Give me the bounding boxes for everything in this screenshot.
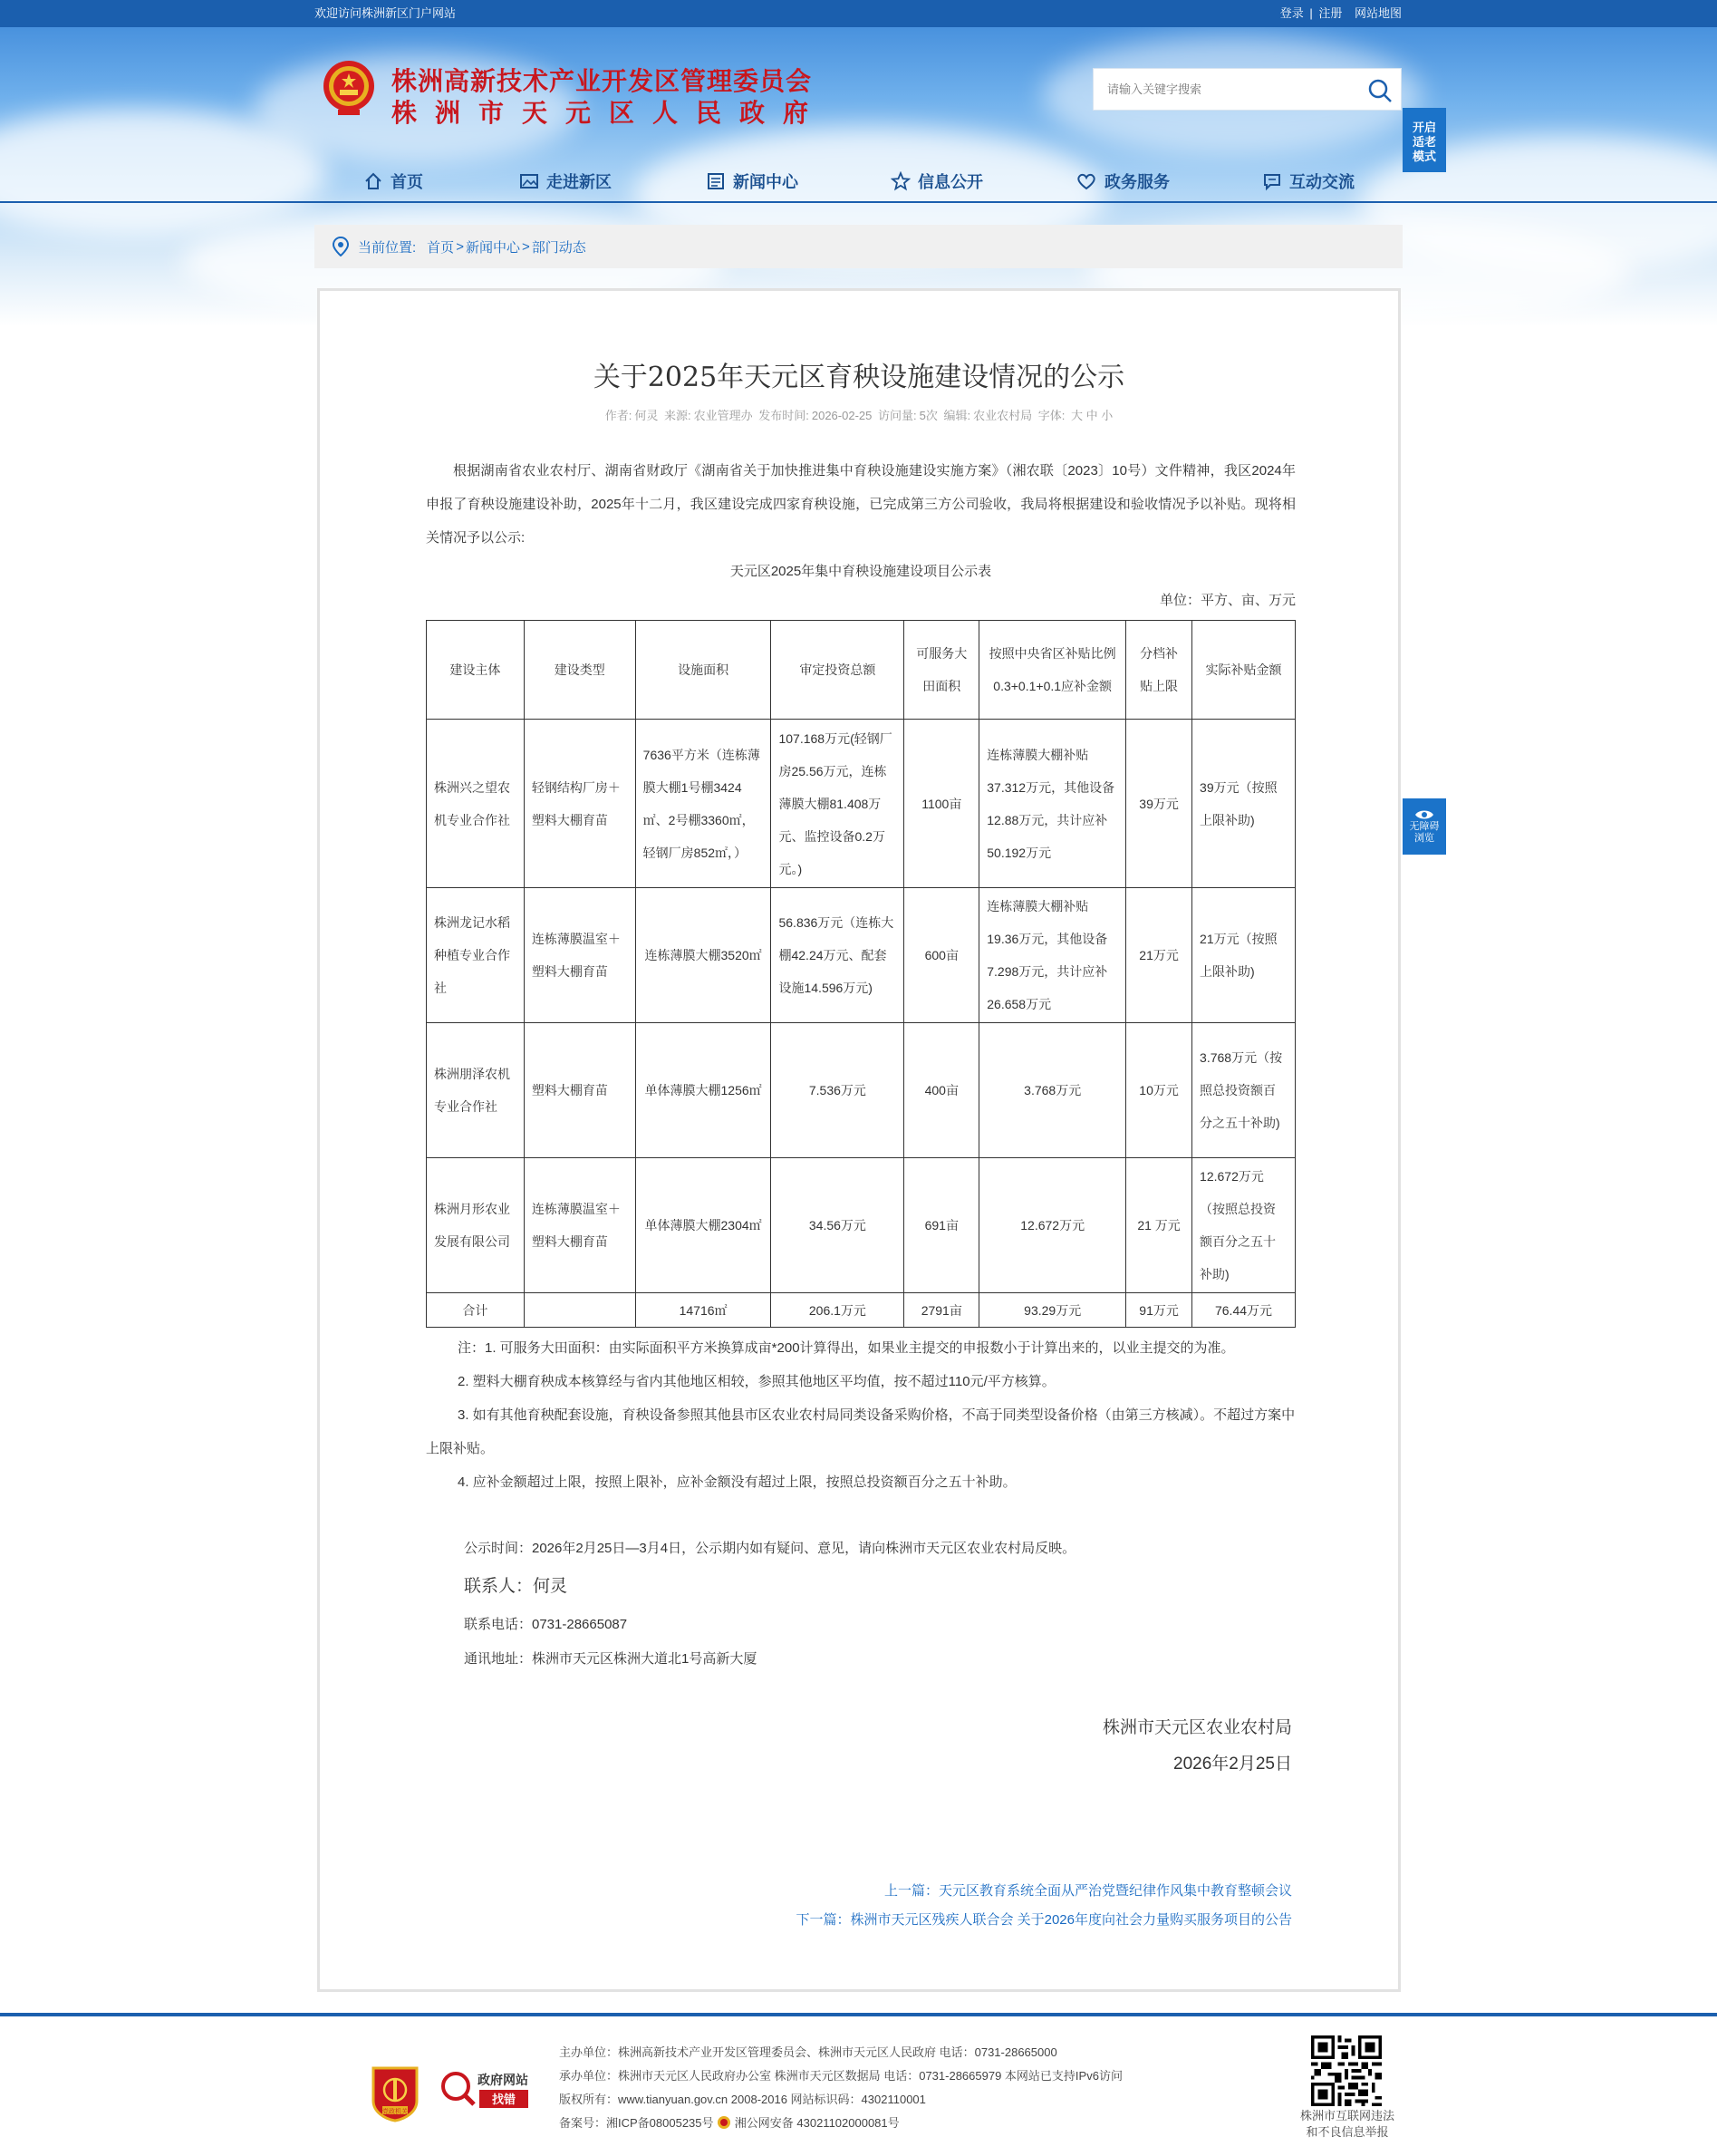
table-cell: 连栋薄膜大棚补贴37.312万元，其他设备12.88万元，共计应补50.192万元 <box>979 720 1126 888</box>
breadcrumb-sep: > <box>456 238 464 255</box>
table-cell <box>524 1293 635 1328</box>
contact-phone: 联系电话：0731-28665087 <box>464 1617 628 1632</box>
org-title-line1: 株洲高新技术产业开发区管理委员会 <box>391 66 813 96</box>
search-input[interactable] <box>1094 69 1356 110</box>
nav-label: 新闻中心 <box>733 173 798 191</box>
table-cell: 轻钢结构厂房＋塑料大棚育苗 <box>524 720 635 888</box>
article-meta <box>320 406 1398 423</box>
error-report-badge-text: 找错 <box>491 2093 516 2107</box>
home-icon <box>363 171 383 191</box>
breadcrumb-dept[interactable]: 部门动态 <box>531 239 586 256</box>
table-cell: 单体薄膜大棚2304㎡ <box>635 1158 771 1293</box>
table-header-cell: 设施面积 <box>635 621 771 720</box>
chat-icon <box>1262 171 1282 191</box>
table-header-cell: 实际补贴金额 <box>1192 621 1296 720</box>
party-gov-badge-text: 党政机关 <box>382 2108 408 2115</box>
table-unit: 单位：平方、亩、万元 <box>1159 593 1296 608</box>
table-cell: 21万元（按照上限补助) <box>1192 888 1296 1023</box>
table-cell: 14716㎡ <box>635 1293 771 1328</box>
barrier-free-text-2: 浏览 <box>1414 833 1434 844</box>
table-cell: 56.836万元（连栋大棚42.24万元、配套设施14.596万元) <box>771 888 904 1023</box>
search-box <box>1093 68 1402 111</box>
table-cell: 21万元 <box>1126 888 1192 1023</box>
article-title: 关于2025年天元区育秧设施建设情况的公示 <box>593 362 1125 393</box>
meta-date-label: 发布时间: <box>758 409 809 422</box>
nav-item-interact[interactable] <box>1262 163 1355 199</box>
table-cell: 2791亩 <box>904 1293 979 1328</box>
barrier-free-button[interactable] <box>1403 798 1446 855</box>
table-cell: 株洲龙记水稻种植专业合作社 <box>427 888 525 1023</box>
search-icon[interactable] <box>1366 77 1394 104</box>
table-cell: 连栋薄膜温室＋塑料大棚育苗 <box>524 1158 635 1293</box>
picture-icon <box>519 171 539 191</box>
national-emblem-logo[interactable] <box>322 57 376 121</box>
prev-label: 上一篇： <box>883 1883 939 1899</box>
table-total-row <box>427 1293 1296 1328</box>
footer-copyright: 版权所有：www.tianyuan.gov.cn 2008-2016 网站标识码：4302110001 <box>559 2093 926 2106</box>
table-cell: 株洲兴之望农机专业合作社 <box>427 720 525 888</box>
breadcrumb-label: 当前位置: <box>358 239 417 256</box>
table-cell: 91万元 <box>1126 1293 1192 1328</box>
prev-article-link[interactable]: 天元区教育系统全面从严治党暨纪律作风集中教育整顿会议 <box>938 1883 1292 1899</box>
contact-person: 联系人：何灵 <box>464 1577 568 1596</box>
register-link[interactable]: 注册 <box>1318 6 1343 20</box>
icp-link[interactable]: 备案号：湘ICP备08005235号 <box>559 2116 714 2130</box>
article-body <box>426 454 1296 1499</box>
table-cell: 39万元 <box>1126 720 1192 888</box>
table-cell: 107.168万元(轻钢厂房25.56万元，连栋薄膜大棚81.408万元、监控设备0.2万元。) <box>771 720 904 888</box>
next-article[interactable] <box>796 1909 1292 1929</box>
qr-caption-line2: 和不良信息举报 <box>1306 2125 1389 2139</box>
table-cell: 合计 <box>427 1293 525 1328</box>
news-icon <box>706 171 726 191</box>
signature-org: 株洲市天元区农业农村局 <box>1102 1718 1292 1737</box>
table-cell: 21 万元 <box>1126 1158 1192 1293</box>
table-cell: 3.768万元 <box>979 1023 1126 1158</box>
table-row <box>427 1158 1296 1293</box>
main-nav <box>314 163 1402 199</box>
table-cell: 株洲朋泽农机专业合作社 <box>427 1023 525 1158</box>
table-header-cell: 分档补贴上限 <box>1126 621 1192 720</box>
footer-info <box>559 2041 1123 2135</box>
gov-site-badge-text: 政府网站 <box>477 2074 528 2088</box>
nav-item-home[interactable] <box>363 163 423 199</box>
next-article-link[interactable]: 株洲市天元区残疾人联合会 关于2026年度向社会力量购买服务项目的公告 <box>850 1912 1292 1928</box>
nav-label: 政务服务 <box>1104 173 1170 191</box>
meta-editor-label: 编辑: <box>943 409 971 422</box>
meta-source-label: 来源: <box>663 409 691 422</box>
footer <box>0 2016 1717 2156</box>
police-badge-icon <box>717 2115 731 2130</box>
qr-code <box>1311 2035 1382 2106</box>
nav-label: 互动交流 <box>1289 173 1355 191</box>
table-cell: 206.1万元 <box>771 1293 904 1328</box>
table-header-cell: 审定投资总额 <box>771 621 904 720</box>
table-cell: 691亩 <box>904 1158 979 1293</box>
meta-views: 5次 <box>919 409 938 422</box>
table-row <box>427 888 1296 1023</box>
breadcrumb <box>314 225 1403 268</box>
table-cell: 连栋薄膜温室＋塑料大棚育苗 <box>524 888 635 1023</box>
nav-item-news[interactable] <box>706 163 798 199</box>
font-large-button[interactable]: 大 <box>1070 409 1083 422</box>
gov-site-error-report-badge[interactable] <box>438 2064 532 2112</box>
article-panel <box>317 288 1401 1992</box>
table-header-cell: 可服务大田面积 <box>904 621 979 720</box>
meta-source: 农业管理办 <box>693 409 753 422</box>
party-gov-badge[interactable] <box>370 2064 420 2122</box>
login-link[interactable]: 登录 <box>1279 6 1304 20</box>
table-cell: 600亩 <box>904 888 979 1023</box>
org-title-line2: 株洲市天元区人民政府 <box>391 98 827 128</box>
nav-item-about[interactable] <box>519 163 612 199</box>
breadcrumb-news[interactable]: 新闻中心 <box>465 239 520 256</box>
table-header-cell: 建设类型 <box>524 621 635 720</box>
meta-author: 何灵 <box>634 409 659 422</box>
table-cell: 400亩 <box>904 1023 979 1158</box>
breadcrumb-sep: > <box>521 238 530 255</box>
signature-date: 2026年2月25日 <box>1173 1755 1292 1774</box>
table-cell: 34.56万元 <box>771 1158 904 1293</box>
table-cell: 10万元 <box>1126 1023 1192 1158</box>
prev-article[interactable] <box>884 1880 1292 1900</box>
sitemap-link[interactable]: 网站地图 <box>1354 6 1402 20</box>
note-item: 4. 应补金额超过上限，按照上限补，应补金额没有超过上限，按照总投资额百分之五十补助。 <box>458 1474 1017 1490</box>
elder-mode-text-2: 适老 <box>1412 135 1436 149</box>
table-cell: 连栋薄膜大棚补贴19.36万元，其他设备7.298万元，共计应补26.658万元 <box>979 888 1126 1023</box>
nav-item-info[interactable] <box>891 163 983 199</box>
table-cell: 单体薄膜大棚1256㎡ <box>635 1023 771 1158</box>
elder-mode-text-1: 开启 <box>1412 121 1436 134</box>
table-cell: 93.29万元 <box>979 1293 1126 1328</box>
elder-mode-text-3: 模式 <box>1412 150 1436 163</box>
table-cell: 塑料大棚育苗 <box>524 1023 635 1158</box>
elder-mode-button[interactable] <box>1403 108 1446 172</box>
table-cell: 7636平方米（连栋薄膜大棚1号棚3424㎡、2号棚3360㎡，轻钢厂房852㎡，） <box>635 720 771 888</box>
table-header-cell: 建设主体 <box>427 621 525 720</box>
table-row <box>427 720 1296 888</box>
next-label: 下一篇： <box>796 1912 851 1928</box>
meta-author-label: 作者: <box>604 409 632 422</box>
table-cell: 3.768万元（按照总投资额百分之五十补助) <box>1192 1023 1296 1158</box>
meta-date: 2026-02-25 <box>811 409 873 422</box>
heart-icon <box>1076 171 1097 191</box>
meta-editor: 农业农村局 <box>973 409 1033 422</box>
table-cell: 39万元（按照上限补助) <box>1192 720 1296 888</box>
table-cell: 株洲月形农业发展有限公司 <box>427 1158 525 1293</box>
nav-label: 信息公开 <box>918 173 983 191</box>
table-cell: 12.672万元 <box>979 1158 1126 1293</box>
footer-record <box>559 2112 1123 2135</box>
table-caption: 天元区2025年集中育秧设施建设项目公示表 <box>729 564 992 579</box>
star-icon <box>891 171 911 191</box>
nav-divider <box>0 201 1717 203</box>
meta-views-label: 访问量: <box>877 409 917 422</box>
police-record-link[interactable]: 湘公网安备 43021102000081号 <box>734 2116 900 2130</box>
table-notes <box>426 1331 1296 1499</box>
font-medium-button[interactable]: 中 <box>1085 409 1098 422</box>
intro-paragraph: 根据湖南省农业农村厅、湖南省财政厅《湖南省关于加快推进集中育秧设施建设实施方案》（湘农联〔2023〕10号）文件精神，我区2024年申报了育秧设施建设补助，2025年十二月，我区建设完成四家育秧设施，已完成第三方公司验收，我局将根据建设和验收情况予以补贴。现将相关情况予以公示: <box>426 463 1296 546</box>
table-cell: 7.536万元 <box>771 1023 904 1158</box>
footer-organizer: 承办单位：株洲市天元区人民政府办公室 株洲市天元区数据局 电话：0731-28665979 本网站已支持IPv6访问 <box>559 2069 1123 2083</box>
welcome-text: 欢迎访问株洲新区门户网站 <box>314 6 457 20</box>
note-item: 3. 如有其他育秧配套设施，育秧设备参照其他县市区农业农村局同类设备采购价格，不高于同类型设备价格（由第三方核减）。不超过方案中上限补贴。 <box>426 1407 1296 1456</box>
note-item: 2. 塑料大棚育秧成本核算经与省内其他地区相较，参照其他地区平均值，按不超过110元/平方核算。 <box>458 1374 1056 1389</box>
location-pin-icon <box>333 237 349 256</box>
qr-caption-line1: 株洲市互联网违法 <box>1299 2109 1394 2122</box>
qr-caption <box>1287 2108 1408 2141</box>
meta-font-label: 字体: <box>1037 409 1066 422</box>
table-cell: 12.672万元（按照总投资额百分之五十补助) <box>1192 1158 1296 1293</box>
contact-address: 通讯地址：株洲市天元区株洲大道北1号高新大厦 <box>464 1651 757 1667</box>
table-header-cell: 按照中央省区补贴比例0.3+0.1+0.1应补金额 <box>979 621 1126 720</box>
breadcrumb-home[interactable]: 首页 <box>427 239 455 256</box>
table-header-row <box>427 621 1296 720</box>
barrier-free-text-1: 无障碍 <box>1409 821 1440 832</box>
separator: | <box>1309 6 1313 20</box>
footer-sponsor: 主办单位：株洲高新技术产业开发区管理委员会、株洲市天元区人民政府 电话：0731-28665000 <box>559 2045 1057 2059</box>
note-item: 注：1. 可服务大田面积：由实际面积平方米换算成亩*200计算得出，如果业主提交的申报数小于计算出来的，以业主提交的为准。 <box>458 1340 1235 1356</box>
top-bar <box>0 0 1717 27</box>
publicity-period: 公示时间：2026年2月25日—3月4日，公示期内如有疑问、意见，请向株洲市天元区农业农村局反映。 <box>464 1541 1076 1556</box>
table-cell: 1100亩 <box>904 720 979 888</box>
font-small-button[interactable]: 小 <box>1101 409 1114 422</box>
nav-label: 首页 <box>391 173 423 191</box>
nav-label: 走进新区 <box>546 173 612 191</box>
table-row <box>427 1023 1296 1158</box>
table-cell: 连栋薄膜大棚3520㎡ <box>635 888 771 1023</box>
eye-icon <box>1414 808 1434 821</box>
table-cell: 76.44万元 <box>1192 1293 1296 1328</box>
subsidy-table <box>426 620 1296 1328</box>
nav-item-service[interactable] <box>1076 163 1170 199</box>
